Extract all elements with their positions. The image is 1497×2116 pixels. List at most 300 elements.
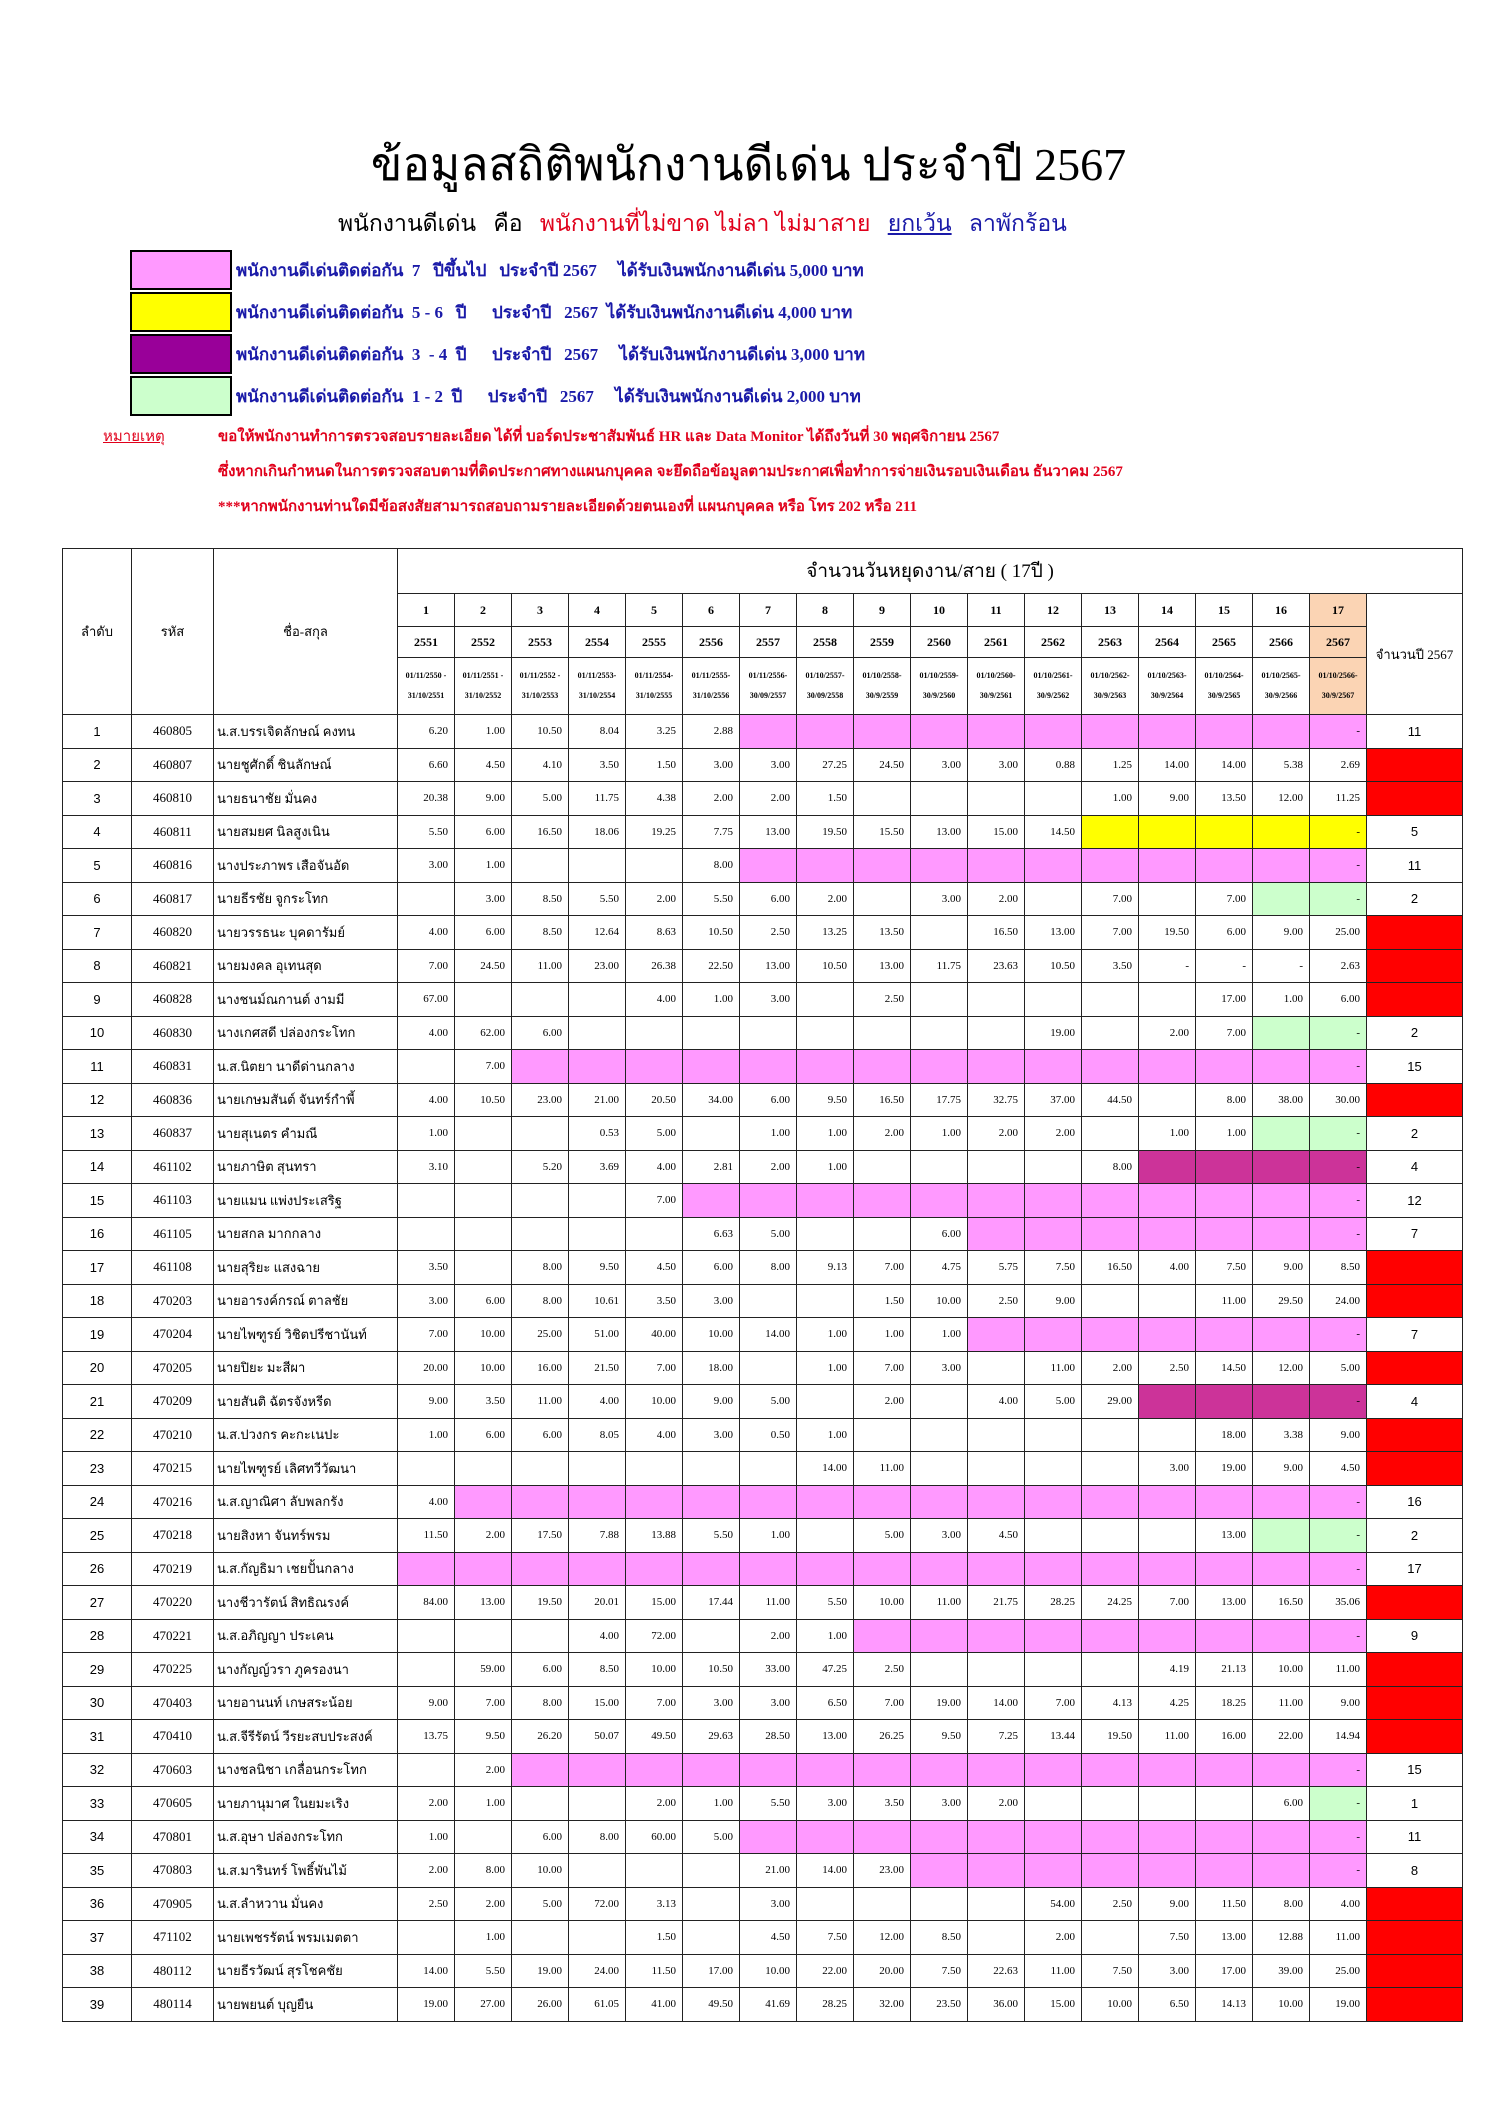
year-value-cell: 3.00	[1139, 1954, 1196, 1988]
header-period-number: 16	[1253, 594, 1310, 627]
year-value-cell: 7.00	[854, 1251, 911, 1285]
final-count-cell	[1367, 916, 1463, 950]
year-value-cell: 9.00	[683, 1385, 740, 1419]
year-value-cell: 17.75	[911, 1083, 968, 1117]
year-value-cell: 9.50	[797, 1083, 854, 1117]
employee-code: 470204	[132, 1318, 214, 1352]
year-value-cell	[854, 1820, 911, 1854]
header-date-range	[626, 658, 683, 715]
year-value-cell: 8.00	[740, 1251, 797, 1285]
range-end: 30/9/2567	[1321, 691, 1355, 700]
year-value-cell: 1.00	[455, 715, 512, 749]
year-value-cell	[740, 715, 797, 749]
employee-code: 461102	[132, 1150, 214, 1184]
year-value-cell: 10.00	[626, 1385, 683, 1419]
year-value-cell: 29.50	[1253, 1284, 1310, 1318]
final-count-cell: 15	[1367, 1050, 1463, 1084]
year-value-cell	[1082, 849, 1139, 883]
year-value-cell	[1025, 1418, 1082, 1452]
year-value-cell	[1253, 1050, 1310, 1084]
table-row	[63, 916, 1463, 950]
year-value-cell: 6.00	[1196, 916, 1253, 950]
year-value-cell	[1253, 1117, 1310, 1151]
year-value-cell: 9.00	[1253, 1452, 1310, 1486]
year-value-cell: 8.00	[512, 1251, 569, 1285]
year-value-cell	[740, 849, 797, 883]
year-value-cell: 5.00	[626, 1117, 683, 1151]
range-start: 01/10/2560-	[976, 671, 1016, 680]
row-index: 4	[63, 815, 132, 849]
employee-code: 461103	[132, 1184, 214, 1218]
year-value-cell: 11.00	[911, 1586, 968, 1620]
year-value-cell	[455, 1485, 512, 1519]
employee-code: 460831	[132, 1050, 214, 1084]
year-value-cell	[1253, 849, 1310, 883]
year-value-cell: 2.00	[968, 1117, 1025, 1151]
year-value-cell	[455, 1619, 512, 1653]
year-value-cell	[569, 1921, 626, 1955]
header-date-range	[683, 658, 740, 715]
final-count-cell	[1367, 1887, 1463, 1921]
year-value-cell	[569, 1016, 626, 1050]
range-start: 01/10/2563-	[1147, 671, 1187, 680]
year-value-cell	[797, 1050, 854, 1084]
year-value-cell: 5.00	[1310, 1351, 1367, 1385]
year-value-cell: 14.00	[1139, 748, 1196, 782]
year-value-cell: 37.00	[1025, 1083, 1082, 1117]
row-index: 35	[63, 1854, 132, 1888]
year-value-cell: 4.00	[398, 1485, 455, 1519]
range-end: 31/10/2553	[521, 691, 559, 700]
year-value-cell: 7.00	[455, 1050, 512, 1084]
header-period-number: 6	[683, 594, 740, 627]
year-value-cell: 9.00	[1310, 1686, 1367, 1720]
year-value-cell: 5.50	[683, 1519, 740, 1553]
year-value-cell: 13.00	[911, 815, 968, 849]
year-value-cell: 7.00	[626, 1686, 683, 1720]
year-value-cell: 0.50	[740, 1418, 797, 1452]
range-start: 01/10/2564-	[1204, 671, 1244, 680]
year-value-cell: 13.00	[455, 1586, 512, 1620]
year-value-cell: 5.00	[854, 1519, 911, 1553]
row-index: 32	[63, 1753, 132, 1787]
year-value-cell: 6.00	[740, 882, 797, 916]
year-value-cell: 10.00	[911, 1284, 968, 1318]
year-value-cell: 9.13	[797, 1251, 854, 1285]
year-value-cell: 7.50	[1025, 1251, 1082, 1285]
year-value-cell: 11.50	[398, 1519, 455, 1553]
year-value-cell: 11.75	[569, 782, 626, 816]
year-value-cell: 12.88	[1253, 1921, 1310, 1955]
employee-code: 470220	[132, 1586, 214, 1620]
note-line: ซึ่งหากเกินกำหนดในการตรวจสอบตามที่ติดประกาศทางแผนกบุคคล จะยึดถือข้อมูลตามประกาศเพื่อทำการจ่ายเงินรอบเงินเดือน ธันวาคม 2567	[218, 464, 1123, 480]
header-index: ลำดับ	[63, 549, 132, 715]
year-value-cell: 9.00	[1139, 1887, 1196, 1921]
year-value-cell: 17.50	[512, 1519, 569, 1553]
year-value-cell	[512, 849, 569, 883]
final-count-cell	[1367, 1954, 1463, 1988]
year-value-cell: 23.00	[569, 949, 626, 983]
year-value-cell: -	[1310, 1184, 1367, 1218]
year-value-cell: 10.00	[455, 1351, 512, 1385]
year-value-cell: 2.00	[854, 1117, 911, 1151]
employee-name: น.ส.อภิญญา ประเคน	[214, 1619, 398, 1653]
year-value-cell: 35.06	[1310, 1586, 1367, 1620]
employee-code: 480114	[132, 1988, 214, 2022]
year-value-cell: 2.00	[1082, 1351, 1139, 1385]
year-value-cell	[512, 1753, 569, 1787]
year-value-cell: 2.00	[968, 1787, 1025, 1821]
year-value-cell	[455, 1552, 512, 1586]
year-value-cell: 9.00	[398, 1385, 455, 1419]
header-date-range	[1310, 658, 1367, 715]
employee-name: นายชูศักดิ์ ชินลักษณ์	[214, 748, 398, 782]
year-value-cell: 2.00	[740, 782, 797, 816]
year-value-cell: 16.50	[1082, 1251, 1139, 1285]
year-value-cell	[569, 1485, 626, 1519]
year-value-cell: 3.00	[683, 1686, 740, 1720]
year-value-cell: 10.00	[854, 1586, 911, 1620]
year-value-cell: 2.00	[455, 1887, 512, 1921]
employee-code: 470801	[132, 1820, 214, 1854]
year-value-cell	[512, 1552, 569, 1586]
year-value-cell: 28.25	[1025, 1586, 1082, 1620]
year-value-cell: 7.50	[1082, 1954, 1139, 1988]
employee-name: นายมงคล อุเทนสุด	[214, 949, 398, 983]
range-start: 01/10/2566-	[1318, 671, 1358, 680]
employee-name: น.ส.บรรเจิดลักษณ์ คงทน	[214, 715, 398, 749]
year-value-cell: 21.00	[740, 1854, 797, 1888]
year-value-cell	[1082, 1552, 1139, 1586]
year-value-cell	[911, 1485, 968, 1519]
year-value-cell: 3.00	[968, 748, 1025, 782]
year-value-cell	[797, 1217, 854, 1251]
year-value-cell: 10.00	[1253, 1988, 1310, 2022]
final-count-cell: 11	[1367, 715, 1463, 749]
employee-code: 470209	[132, 1385, 214, 1419]
year-value-cell	[1025, 1217, 1082, 1251]
year-value-cell: 3.25	[626, 715, 683, 749]
employee-name: นายแมน แพ่งประเสริฐ	[214, 1184, 398, 1218]
year-value-cell: 20.00	[854, 1954, 911, 1988]
row-index: 24	[63, 1485, 132, 1519]
employee-name: นายพยนต์ บุญยืน	[214, 1988, 398, 2022]
header-year: 2554	[569, 627, 626, 658]
definition-term: พนักงานดีเด่น	[338, 211, 477, 236]
year-value-cell: 6.00	[683, 1251, 740, 1285]
header-year: 2557	[740, 627, 797, 658]
employee-name: นายภาษิต สุนทรา	[214, 1150, 398, 1184]
row-index: 15	[63, 1184, 132, 1218]
year-value-cell: 13.00	[1196, 1921, 1253, 1955]
year-value-cell: 23.50	[911, 1988, 968, 2022]
year-value-cell	[968, 1050, 1025, 1084]
year-value-cell: -	[1310, 1050, 1367, 1084]
header-year: 2566	[1253, 627, 1310, 658]
legend-swatch-yellow	[130, 292, 232, 332]
year-value-cell: 51.00	[569, 1318, 626, 1352]
year-value-cell: 4.38	[626, 782, 683, 816]
year-value-cell: -	[1310, 815, 1367, 849]
year-value-cell: 2.00	[626, 1787, 683, 1821]
year-value-cell	[1082, 1653, 1139, 1687]
header-date-range	[968, 658, 1025, 715]
employee-code: 470216	[132, 1485, 214, 1519]
year-value-cell: -	[1310, 1787, 1367, 1821]
year-value-cell	[1139, 1050, 1196, 1084]
note-line: ขอให้พนักงานทำการตรวจสอบรายละเอียด ได้ที่ บอร์ดประชาสัมพันธ์ HR และ Data Monitor ได้ถึงวันที่ 30 พฤศจิกายน 2567	[218, 429, 1000, 445]
employee-name: นายธนาชัย มั่นคง	[214, 782, 398, 816]
year-value-cell	[398, 1452, 455, 1486]
year-value-cell	[512, 1217, 569, 1251]
header-code: รหัส	[132, 549, 214, 715]
year-value-cell: 5.20	[512, 1150, 569, 1184]
table-row	[63, 1016, 1463, 1050]
year-value-cell	[740, 1016, 797, 1050]
year-value-cell	[455, 1184, 512, 1218]
year-value-cell: -	[1310, 1318, 1367, 1352]
year-value-cell: 15.00	[569, 1686, 626, 1720]
final-count-cell: 2	[1367, 1519, 1463, 1553]
year-value-cell: 1.50	[626, 1921, 683, 1955]
employee-name: นายเพชรรัตน์ พรมเมตตา	[214, 1921, 398, 1955]
year-value-cell: 3.00	[911, 1351, 968, 1385]
year-value-cell: 12.00	[1253, 782, 1310, 816]
year-value-cell	[1253, 1184, 1310, 1218]
year-value-cell: 8.00	[1196, 1083, 1253, 1117]
year-value-cell	[1253, 1820, 1310, 1854]
year-value-cell	[911, 916, 968, 950]
year-value-cell	[911, 1552, 968, 1586]
row-index: 19	[63, 1318, 132, 1352]
year-value-cell	[683, 1117, 740, 1151]
year-value-cell: 21.75	[968, 1586, 1025, 1620]
range-start: 01/11/2552 -	[519, 671, 561, 680]
year-value-cell: 6.00	[740, 1083, 797, 1117]
year-value-cell: 47.25	[797, 1653, 854, 1687]
employee-code: 470205	[132, 1351, 214, 1385]
year-value-cell: 8.50	[512, 882, 569, 916]
year-value-cell: 10.50	[455, 1083, 512, 1117]
employee-code: 461108	[132, 1251, 214, 1285]
year-value-cell: 3.00	[740, 748, 797, 782]
row-index: 5	[63, 849, 132, 883]
year-value-cell: 2.00	[854, 1385, 911, 1419]
year-value-cell: 1.00	[797, 1418, 854, 1452]
year-value-cell	[1082, 1452, 1139, 1486]
year-value-cell: 3.00	[398, 1284, 455, 1318]
year-value-cell	[1196, 1184, 1253, 1218]
row-index: 23	[63, 1452, 132, 1486]
table-row	[63, 1083, 1463, 1117]
year-value-cell: 6.50	[797, 1686, 854, 1720]
legend-text: พนักงานดีเด่นติดต่อกัน 5 - 6 ปี ประจำปี 2567 ได้รับเงินพนักงานดีเด่น 4,000 บาท	[236, 302, 853, 322]
range-start: 01/10/2565-	[1261, 671, 1301, 680]
table-row	[63, 1351, 1463, 1385]
year-value-cell	[911, 715, 968, 749]
year-value-cell: 5.00	[740, 1385, 797, 1419]
year-value-cell: 10.00	[1082, 1988, 1139, 2022]
employee-code: 470603	[132, 1753, 214, 1787]
year-value-cell: 3.69	[569, 1150, 626, 1184]
employee-name: น.ส.จีรีรัตน์ วีรยะสบประสงค์	[214, 1720, 398, 1754]
year-value-cell: 5.50	[569, 882, 626, 916]
year-value-cell: 11.50	[626, 1954, 683, 1988]
employee-code: 470215	[132, 1452, 214, 1486]
range-end: 30/9/2565	[1207, 691, 1241, 700]
year-value-cell: 4.75	[911, 1251, 968, 1285]
range-end: 31/10/2554	[578, 691, 616, 700]
employee-name: นายปิยะ มะสีผา	[214, 1351, 398, 1385]
year-value-cell	[1253, 882, 1310, 916]
year-value-cell	[398, 1552, 455, 1586]
year-value-cell: -	[1310, 1619, 1367, 1653]
table-row	[63, 715, 1463, 749]
year-value-cell: 10.50	[797, 949, 854, 983]
year-value-cell: 19.25	[626, 815, 683, 849]
year-value-cell: 27.00	[455, 1988, 512, 2022]
year-value-cell: 1.50	[797, 782, 854, 816]
year-value-cell: -	[1310, 1485, 1367, 1519]
header-date-range	[1139, 658, 1196, 715]
row-index: 13	[63, 1117, 132, 1151]
row-index: 37	[63, 1921, 132, 1955]
year-value-cell	[740, 1452, 797, 1486]
year-value-cell: 10.50	[683, 1653, 740, 1687]
year-value-cell: -	[1310, 715, 1367, 749]
year-value-cell: 11.00	[1025, 1954, 1082, 1988]
year-value-cell: 3.00	[740, 983, 797, 1017]
year-value-cell: 9.00	[1253, 916, 1310, 950]
definition-except-label: ยกเว้น	[887, 211, 952, 236]
final-count-cell	[1367, 949, 1463, 983]
year-value-cell: 2.50	[854, 1653, 911, 1687]
year-value-cell	[455, 1251, 512, 1285]
year-value-cell	[740, 1753, 797, 1787]
year-value-cell: 22.63	[968, 1954, 1025, 1988]
year-value-cell: 1.00	[797, 1619, 854, 1653]
year-value-cell: 6.50	[1139, 1988, 1196, 2022]
year-value-cell: 19.50	[797, 815, 854, 849]
year-value-cell: 1.00	[911, 1117, 968, 1151]
header-date-range	[455, 658, 512, 715]
header-date-range	[911, 658, 968, 715]
year-value-cell: 8.00	[455, 1854, 512, 1888]
year-value-cell: 19.50	[512, 1586, 569, 1620]
employee-name: น.ส.ปวงกร คะกะเนปะ	[214, 1418, 398, 1452]
year-value-cell	[1082, 1787, 1139, 1821]
year-value-cell	[512, 1619, 569, 1653]
header-name: ชื่อ-สกุล	[214, 549, 398, 715]
year-value-cell	[455, 983, 512, 1017]
year-value-cell: 4.00	[1139, 1251, 1196, 1285]
year-value-cell: 2.00	[1139, 1016, 1196, 1050]
year-value-cell	[1082, 1753, 1139, 1787]
range-end: 30/9/2563	[1093, 691, 1127, 700]
employee-name: น.ส.นิตยา นาดีด่านกลาง	[214, 1050, 398, 1084]
year-value-cell	[968, 1150, 1025, 1184]
year-value-cell: 8.00	[683, 849, 740, 883]
year-value-cell: 11.00	[740, 1586, 797, 1620]
year-value-cell: 3.50	[455, 1385, 512, 1419]
year-value-cell: 1.50	[854, 1284, 911, 1318]
year-value-cell: 61.05	[569, 1988, 626, 2022]
year-value-cell: 19.00	[1196, 1452, 1253, 1486]
table-row	[63, 1854, 1463, 1888]
year-value-cell	[968, 1485, 1025, 1519]
year-value-cell: 8.63	[626, 916, 683, 950]
year-value-cell: 4.00	[1310, 1887, 1367, 1921]
year-value-cell: 1.00	[683, 1787, 740, 1821]
year-value-cell	[1025, 1452, 1082, 1486]
table-row	[63, 1485, 1463, 1519]
year-value-cell: 7.00	[1082, 916, 1139, 950]
employee-code: 460805	[132, 715, 214, 749]
year-value-cell	[1139, 1854, 1196, 1888]
header-year: 2565	[1196, 627, 1253, 658]
year-value-cell: 7.50	[797, 1921, 854, 1955]
year-value-cell: 4.00	[569, 1619, 626, 1653]
year-value-cell: 3.00	[398, 849, 455, 883]
year-value-cell	[1082, 1184, 1139, 1218]
range-end: 30/09/2558	[806, 691, 844, 700]
year-value-cell	[1139, 1184, 1196, 1218]
table-row	[63, 1988, 1463, 2022]
legend-text: พนักงานดีเด่นติดต่อกัน 3 - 4 ปี ประจำปี 2567 ได้รับเงินพนักงานดีเด่น 3,000 บาท	[236, 344, 866, 364]
employee-code: 461105	[132, 1217, 214, 1251]
year-value-cell	[968, 1753, 1025, 1787]
year-value-cell: 1.00	[398, 1117, 455, 1151]
year-value-cell	[569, 1050, 626, 1084]
year-value-cell	[797, 1016, 854, 1050]
year-value-cell	[626, 1050, 683, 1084]
year-value-cell: 16.50	[1253, 1586, 1310, 1620]
year-value-cell	[797, 1519, 854, 1553]
employee-code: 470221	[132, 1619, 214, 1653]
year-value-cell	[569, 1217, 626, 1251]
employee-code: 460820	[132, 916, 214, 950]
year-value-cell: 17.00	[683, 1954, 740, 1988]
year-value-cell	[512, 1117, 569, 1151]
year-value-cell	[968, 1921, 1025, 1955]
year-value-cell: 13.75	[398, 1720, 455, 1754]
final-count-cell	[1367, 1452, 1463, 1486]
year-value-cell: 7.25	[968, 1720, 1025, 1754]
year-value-cell	[1196, 1854, 1253, 1888]
final-count-cell: 7	[1367, 1217, 1463, 1251]
year-value-cell: 1.00	[398, 1820, 455, 1854]
year-value-cell	[1025, 715, 1082, 749]
year-value-cell	[1025, 1619, 1082, 1653]
year-value-cell: -	[1310, 1519, 1367, 1553]
header-period-number: 12	[1025, 594, 1082, 627]
year-value-cell: 8.00	[569, 1820, 626, 1854]
year-value-cell: 6.00	[1310, 983, 1367, 1017]
year-value-cell	[512, 1050, 569, 1084]
year-value-cell: 20.38	[398, 782, 455, 816]
year-value-cell: 8.05	[569, 1418, 626, 1452]
year-value-cell	[1196, 1050, 1253, 1084]
row-index: 9	[63, 983, 132, 1017]
year-value-cell	[854, 782, 911, 816]
year-value-cell	[1139, 1318, 1196, 1352]
row-index: 10	[63, 1016, 132, 1050]
year-value-cell	[683, 1050, 740, 1084]
year-value-cell: 6.00	[512, 1016, 569, 1050]
employee-name: น.ส.อุษา ปล่องกระโทก	[214, 1820, 398, 1854]
year-value-cell: 4.00	[626, 1418, 683, 1452]
year-value-cell	[1139, 882, 1196, 916]
